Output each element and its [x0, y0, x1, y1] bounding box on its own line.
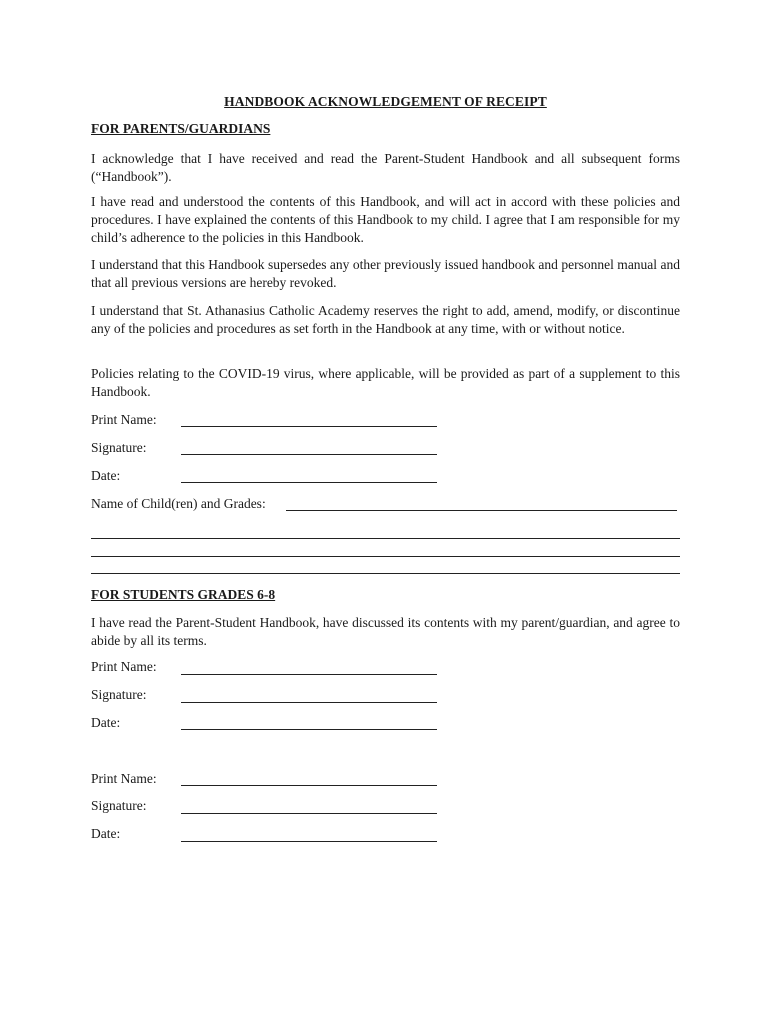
document-title: HANDBOOK ACKNOWLEDGEMENT OF RECEIPT: [224, 94, 547, 109]
student1-date-field[interactable]: [181, 729, 437, 730]
student2-signature-field[interactable]: [181, 813, 437, 814]
student1-date-label: Date:: [91, 715, 121, 730]
children-grades-label: Name of Child(ren) and Grades:: [91, 496, 266, 511]
student1-print-name-field[interactable]: [181, 674, 437, 675]
student1-signature-field[interactable]: [181, 702, 437, 703]
parents-paragraph-1: I acknowledge that I have received and read the Parent-Student Handbook and all subsequent forms (“Handbook”).: [91, 151, 680, 184]
parents-paragraph-4: I understand that St. Athanasius Catholic Academy reserves the right to add, amend, modify, or discontinue any of the policies and procedures as set forth in the Handbook at any time, with or without notice.: [91, 303, 680, 336]
student2-date-label: Date:: [91, 826, 121, 841]
student2-date-field[interactable]: [181, 841, 437, 842]
parent-print-name-label: Print Name:: [91, 412, 157, 427]
parents-paragraph-5: Policies relating to the COVID-19 virus, where applicable, will be provided as part of a supplement to this Handbook.: [91, 366, 680, 399]
students-paragraph: I have read the Parent-Student Handbook, have discussed its contents with my parent/guardian, and agree to abide by all its terms.: [91, 615, 680, 648]
children-grades-line-2[interactable]: [91, 538, 680, 539]
children-grades-field[interactable]: [286, 510, 677, 511]
parents-paragraph-2: I have read and understood the contents of this Handbook, and will act in accord with these policies and procedures. I have explained the contents of this Handbook to my child. I agree that I am responsible for my child’s adherence to the policies in this Handbook.: [91, 194, 680, 245]
parent-print-name-field[interactable]: [181, 426, 437, 427]
students-heading: FOR STUDENTS GRADES 6-8: [91, 587, 276, 602]
student1-signature-label: Signature:: [91, 687, 147, 702]
parents-heading: FOR PARENTS/GUARDIANS: [91, 121, 271, 136]
student2-print-name-label: Print Name:: [91, 771, 157, 786]
parent-signature-label: Signature:: [91, 440, 147, 455]
student1-print-name-label: Print Name:: [91, 659, 157, 674]
parent-date-label: Date:: [91, 468, 121, 483]
student2-signature-label: Signature:: [91, 798, 147, 813]
children-grades-line-3[interactable]: [91, 556, 680, 557]
student2-print-name-field[interactable]: [181, 785, 437, 786]
children-grades-line-4[interactable]: [91, 573, 680, 574]
parents-paragraph-3: I understand that this Handbook supersedes any other previously issued handbook and personnel manual and that all previous versions are hereby revoked.: [91, 257, 680, 290]
parent-date-field[interactable]: [181, 482, 437, 483]
parent-signature-field[interactable]: [181, 454, 437, 455]
